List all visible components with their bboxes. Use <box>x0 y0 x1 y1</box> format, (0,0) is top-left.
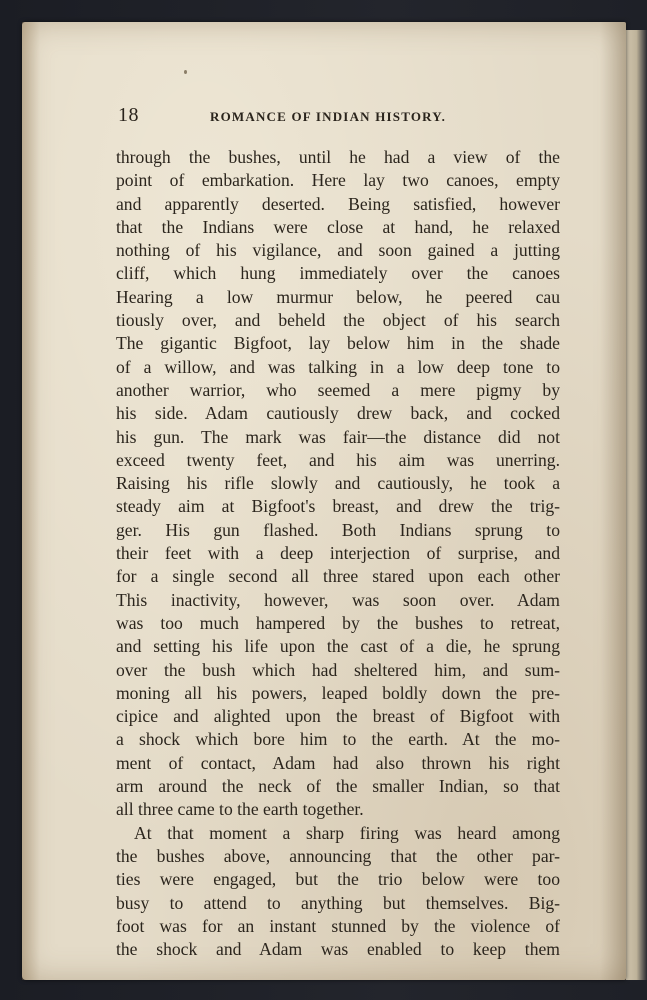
ink-speck <box>184 70 187 74</box>
text-line: The gigantic Bigfoot, lay below him in the shade <box>116 333 560 354</box>
text-line: steady aim at Bigfoot's breast, and drew the trig- <box>116 496 560 517</box>
text-line: point of embarkation. Here lay two canoes, empty <box>116 170 560 191</box>
text-line: ger. His gun flashed. Both Indians sprung to <box>116 519 560 540</box>
running-title: ROMANCE OF INDIAN HISTORY. <box>210 109 447 124</box>
text-line: and apparently deserted. Being satisfied, however <box>116 193 560 214</box>
text-line: tiously over, and beheld the object of his search <box>116 310 560 331</box>
page-header <box>118 104 558 130</box>
text-line: that the Indians were close at hand, he relaxed <box>116 216 560 237</box>
text-line: ties were engaged, but the trio below were too <box>116 869 560 890</box>
text-line: another warrior, who seemed a mere pigmy by <box>116 379 560 400</box>
text-line: ment of contact, Adam had also thrown his right <box>116 752 560 773</box>
text-line: arm around the neck of the smaller Indian, so that <box>116 776 560 797</box>
text-line: all three came to the earth together. <box>116 799 364 820</box>
text-line: At that moment a sharp firing was heard among <box>134 822 560 843</box>
text-line: foot was for an instant stunned by the violence of <box>116 915 560 936</box>
text-line: through the bushes, until he had a view of the <box>116 147 560 167</box>
text-line: for a single second all three stared upon each other <box>116 566 560 587</box>
text-line: This inactivity, however, was soon over. Adam <box>116 589 560 610</box>
text-line: over the bush which had sheltered him, and sum- <box>116 659 560 680</box>
page-edge <box>626 30 647 980</box>
text-line: and setting his life upon the cast of a die, he sprung <box>116 636 560 657</box>
text-line: exceed twenty feet, and his aim was unerring. <box>116 449 560 470</box>
text-line: the shock and Adam was enabled to keep them <box>116 939 560 960</box>
spine-shadow <box>600 22 626 980</box>
text-line: their feet with a deep interjection of surprise, and <box>116 543 560 564</box>
text-line: was too much hampered by the bushes to retreat, <box>116 612 560 633</box>
page-number: 18 <box>118 104 139 126</box>
text-line: a shock which bore him to the earth. At the mo- <box>116 729 560 750</box>
text-line: cipice and alighted upon the breast of Bigfoot with <box>116 706 560 727</box>
text-line: of a willow, and was talking in a low deep tone to <box>116 356 560 377</box>
text-line: busy to attend to anything but themselves. Big- <box>116 892 560 913</box>
text-line: his side. Adam cautiously drew back, and cocked <box>116 403 560 424</box>
text-line: Raising his rifle slowly and cautiously, he took a <box>116 473 560 494</box>
text-line: the bushes above, announcing that the other par- <box>116 845 560 866</box>
text-line: nothing of his vigilance, and soon gained a jutting <box>116 240 560 261</box>
text-line: his gun. The mark was fair—the distance did not <box>116 426 560 447</box>
text-line: moning all his powers, leaped boldly down the pre- <box>116 682 560 703</box>
text-line: cliff, which hung immediately over the canoes <box>116 263 560 284</box>
page-stain <box>22 22 40 980</box>
text-line: Hearing a low murmur below, he peered cau <box>116 286 560 307</box>
body-text <box>116 146 560 961</box>
